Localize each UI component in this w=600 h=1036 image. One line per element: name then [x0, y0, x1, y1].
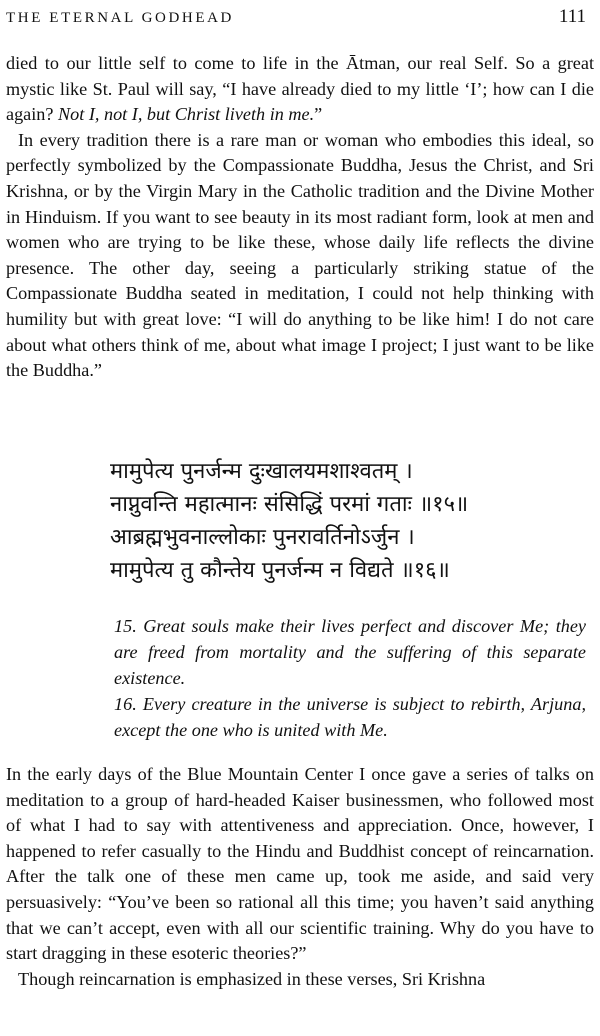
page-number: 111: [558, 6, 586, 27]
paragraph-reincarnation: Though reincarnation is emphasized in these verses, Sri Krishna: [18, 968, 486, 989]
sanskrit-line-4: मामुपेत्य तु कौन्तेय पुनर्जन्म न विद्यते ॥१६॥: [110, 558, 450, 583]
closing-quote-mark: ”: [314, 104, 323, 125]
paragraph-atman: [6, 51, 594, 128]
sanskrit-line-1: मामुपेत्य पुनर्जन्म दुःखालयमशाश्वतम् ।: [110, 459, 413, 484]
body-text-bottom: [6, 762, 594, 992]
verse-16-translation: 16. Every creature in the universe is subject to rebirth, Arjuna, except the one who is united with Me.: [114, 694, 586, 741]
verse-translation: [114, 614, 586, 744]
sanskrit-line-2: नाप्नुवन्ति महात्मानः संसिद्धिं परमां गताः ॥१५॥: [110, 492, 469, 517]
scripture-quote: Not I, not I, but Christ liveth in me.: [58, 104, 315, 125]
sanskrit-verses: [110, 455, 590, 587]
paragraph-atman-text: died to our little self to come to life in the Ātman, our real Self. So a great mystic like St. Paul will say, “I have already died to my little ‘I’; how can I die again?: [6, 53, 594, 125]
body-text-top: [6, 51, 594, 384]
paragraph-blue-mountain: In the early days of the Blue Mountain Center I once gave a series of talks on meditation to a group of hard-headed Kaiser businessmen, who followed most of what I had to say with attentiveness and appreciation. Once, however, I happened to refer casually to the Hindu and Buddhist concept of reincarnation. After the talk one of these men came up, took me aside, and said very persuasively: “You’ve been so rational all this time; you haven’t said anything that we can’t accept, even with all our scientific training. Why do you have to start dragging in these esoteric theories?”: [6, 764, 594, 964]
sanskrit-line-3: आब्रह्मभुवनाल्लोकाः पुनरावर्तिनोऽर्जुन ।: [110, 525, 415, 550]
page-header: [6, 6, 586, 28]
verse-15-translation: 15. Great souls make their lives perfect and discover Me; they are freed from mortality and the suffering of this separate existence.: [114, 616, 586, 688]
running-head: THE ETERNAL GODHEAD: [6, 10, 234, 26]
paragraph-tradition: In every tradition there is a rare man or woman who embodies this ideal, so perfectly symbolized by the Compassionate Buddha, Jesus the Christ, and Sri Krishna, or by the Virgin Mary in the Catholic tradition and the Divine Mother in Hinduism. If you want to see beauty in its most radiant form, look at men and women who are trying to be like these, whose daily life reflects the divine presence. The other day, seeing a particularly striking statue of the Compassionate Buddha seated in meditation, I could not help thinking with humility but with great love: “I will do anything to be like him! I do not care about what others think of me, about what image I project; I just want to be like the Buddha.”: [6, 129, 594, 381]
